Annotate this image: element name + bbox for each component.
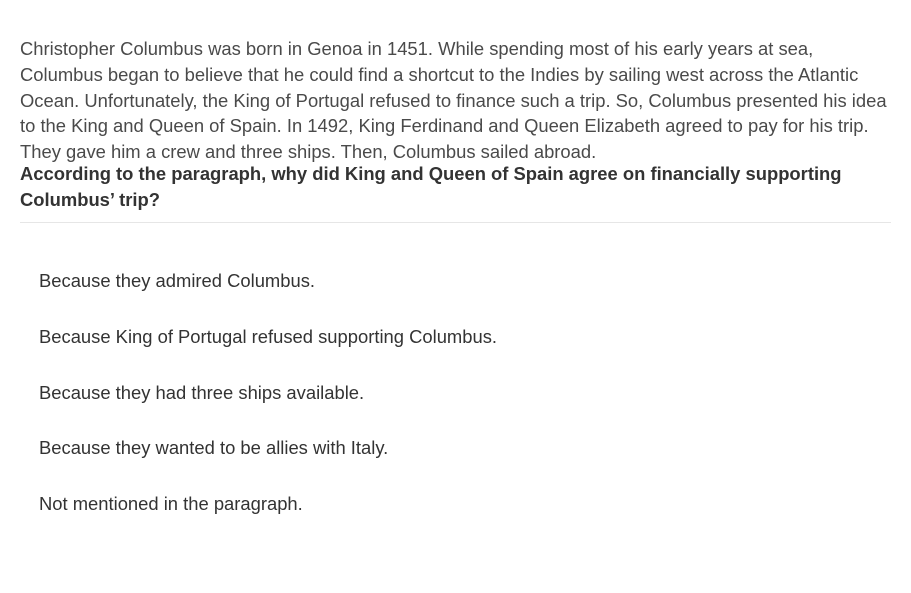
answer-option-1[interactable] [27, 262, 887, 318]
answer-option-label: Because they wanted to be allies with Italy. [39, 437, 389, 459]
answer-option-label: Because they had three ships available. [39, 381, 365, 403]
answer-option-4[interactable] [27, 429, 887, 485]
answer-option-3[interactable] [27, 374, 887, 430]
divider [20, 222, 891, 223]
question-text: According to the paragraph, why did King and Queen of Spain agree on financially supporting Columbus’ trip? [20, 163, 842, 210]
answer-option-5[interactable] [27, 485, 887, 541]
answer-option-label: Because King of Portugal refused supporting Columbus. [39, 325, 497, 347]
answer-options [27, 262, 887, 541]
answer-option-label: Because they admired Columbus. [39, 270, 316, 291]
answer-option-2[interactable] [27, 318, 887, 374]
answer-option-label: Not mentioned in the paragraph. [39, 493, 303, 515]
reading-passage: Christopher Columbus was born in Genoa in 1451. While spending most of his early years at sea, Columbus began to believe that he could find a shortcut to the Indies by sailing west across the Atlantic Ocean. Unfortunately, the King of Portugal refused to finance such a trip. So, Columbus presented his idea to the King and Queen of Spain. In 1492, King Ferdinand and Queen Elizabeth agreed to pay for his trip. They gave him a crew and three ships. Then, Columbus sailed abroad. [20, 38, 887, 163]
